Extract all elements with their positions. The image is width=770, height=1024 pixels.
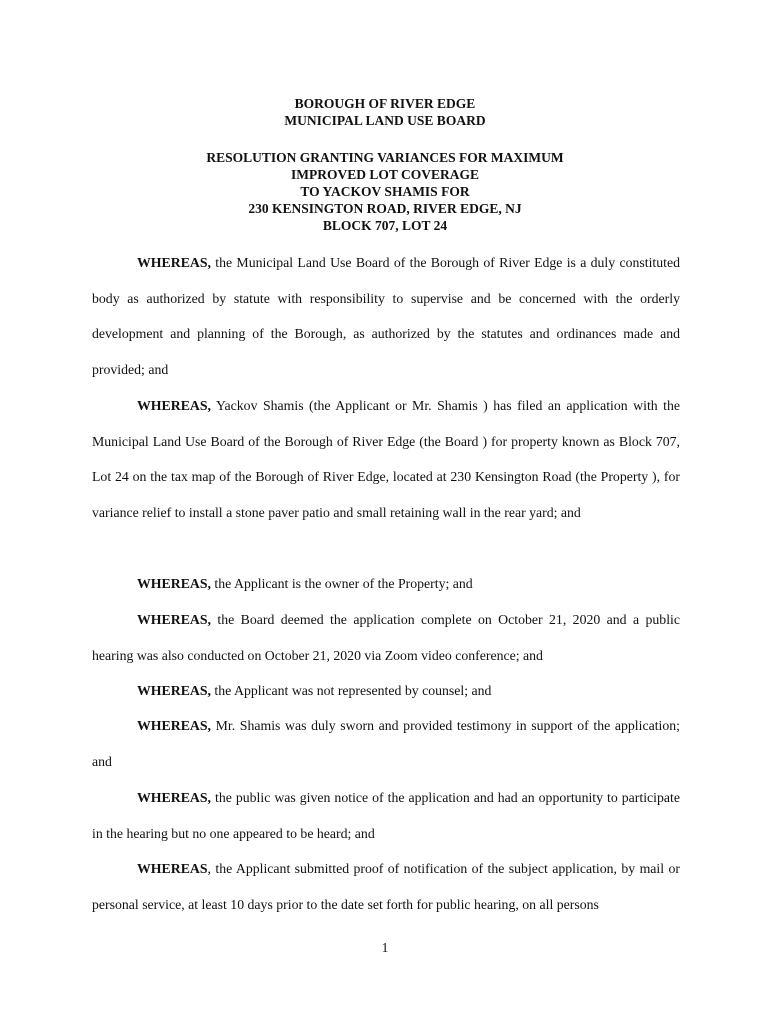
page-number: 1 [381, 940, 389, 955]
paragraph-text: the Board deemed the application complete on October 21, 2020 and a public hearing was also conducted on October 21, 2020 via Zoom video conference; and [92, 612, 680, 663]
borough-name: BOROUGH OF RIVER EDGE [294, 96, 476, 111]
whereas-paragraph-4 [92, 602, 680, 673]
whereas-lead: WHEREAS, [137, 612, 211, 627]
whereas-lead: WHEREAS, [137, 683, 211, 698]
resolution-title-line-4: 230 KENSINGTON ROAD, RIVER EDGE, NJ [248, 201, 522, 216]
whereas-paragraph-6 [92, 708, 680, 779]
resolution-title-line-5: BLOCK 707, LOT 24 [322, 218, 448, 233]
paragraph-text: the public was given notice of the application and had an opportunity to participate in the hearing but no one appeared to be heard; and [92, 790, 680, 841]
whereas-paragraph-1 [92, 245, 680, 387]
resolution-title-line-3: TO YACKOV SHAMIS FOR [300, 184, 470, 199]
whereas-lead: WHEREAS, [137, 790, 211, 805]
resolution-title-line-2: IMPROVED LOT COVERAGE [290, 167, 480, 182]
whereas-lead: WHEREAS, [137, 718, 211, 733]
resolution-title-line-1: RESOLUTION GRANTING VARIANCES FOR MAXIMUM [206, 150, 564, 165]
paragraph-text: the Applicant is the owner of the Property; and [210, 576, 473, 591]
paragraph-text: Mr. Shamis was duly sworn and provided testimony in support of the application; and [92, 718, 680, 769]
whereas-lead: WHEREAS, [137, 576, 211, 591]
whereas-lead: WHEREAS, [137, 255, 211, 270]
whereas-lead: WHEREAS [137, 861, 208, 876]
whereas-paragraph-8 [92, 851, 680, 922]
paragraph-text: the Municipal Land Use Board of the Borough of River Edge is a duly constituted body as authorized by statute with responsibility to supervise and be concerned with the orderly development and planning of the Borough, as authorized by the statutes and ordinances made and provided; and [92, 255, 680, 377]
whereas-paragraph-3 [92, 566, 680, 602]
whereas-lead: WHEREAS, [137, 398, 211, 413]
paragraph-text: Yackov Shamis (the Applicant or Mr. Shamis ) has filed an application with the Municipal Land Use Board of the Borough of River Edge (the Board ) for property known as Block 707, Lot 24 on the tax map of the Borough of River Edge, located at 230 Kensington Road (the Property ), for variance relief to install a stone paver patio and small retaining wall in the rear yard; and [92, 398, 680, 520]
whereas-paragraph-2 [92, 388, 680, 530]
borough-header [0, 95, 770, 129]
resolution-title [0, 149, 770, 234]
board-name: MUNICIPAL LAND USE BOARD [284, 113, 486, 128]
paragraph-text: the Applicant was not represented by counsel; and [210, 683, 492, 698]
paragraph-text: , the Applicant submitted proof of notification of the subject application, by mail or personal service, at least 10 days prior to the date set forth for public hearing, on all persons [92, 861, 680, 912]
whereas-paragraph-7 [92, 780, 680, 851]
whereas-paragraph-5 [92, 673, 680, 709]
